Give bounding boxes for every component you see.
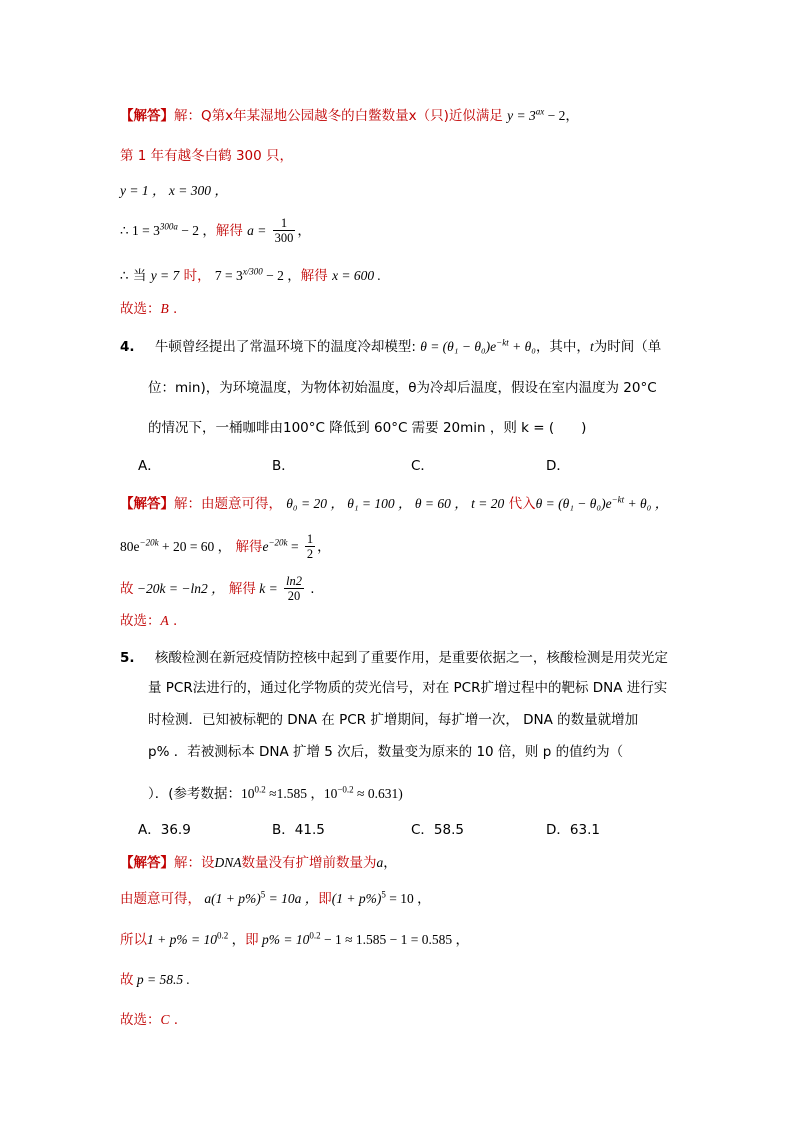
q4-line2: 位：min)，为环境温度，为物体初始温度，θ为冷却后温度，假设在室内温度为 20°C — [148, 380, 657, 396]
sol3-answer: 故选：B . — [120, 301, 178, 317]
sol3-line2: 第 1 年有越冬白鹤 300 只， — [120, 148, 294, 164]
q5-line5: ）．(参考数据：$10^{0.2} \approx 1.585$ ，$10^{-0.2} \approx 0.631$) — [148, 784, 403, 802]
fraction: $\frac{1}{2}$ — [306, 532, 314, 562]
q5-line1: 5. 核酸检测在新冠疫情防控核中起到了重要作用，是重要依据之一，核酸检测是用荧光定 — [120, 650, 668, 666]
fraction: $\frac{1}{300}$ — [274, 216, 294, 246]
sol5-line1: 【解答】解：设DNA数量没有扩增前数量为a， — [120, 855, 397, 871]
sol3-line4: ∴ $1 = 3^{300a} - 2$ ，解得 a = $\frac{1}{300}$ ， — [120, 216, 311, 246]
sol3-line3: y = 1 ， x = 300 ， — [120, 183, 228, 198]
q5-option-d: D．63.1 — [546, 822, 600, 838]
q5-option-b: B．41.5 — [272, 822, 325, 838]
sol4-answer: 故选：A . — [120, 613, 178, 629]
sol5-line4: 故 p = 58.5 . — [120, 972, 190, 988]
sol4-line3: 故 −20k = −ln2 ， 解得 k = $\frac{\ln 2}{20}$ . — [120, 574, 315, 604]
solution-tag: 【解答】 — [120, 855, 174, 871]
q5-line2: 量 PCR法进行的，通过化学物质的荧光信号，对在 PCR扩增过程中的靶标 DNA 进行实 — [148, 680, 668, 696]
sol3-line1: 【解答】解：Q第x年某湿地公园越冬的白鳖数量x（只)近似满足 $y = 3^{ax} - 2$， — [120, 106, 579, 124]
q4-option-d: D． — [546, 458, 570, 474]
q4-option-c: C． — [411, 458, 434, 474]
fraction: $\frac{\ln 2}{20}$ — [286, 574, 303, 604]
question-number: 5. — [120, 650, 135, 666]
sol5-answer: 故选：C . — [120, 1012, 179, 1028]
sol4-line2: $80e^{-20k} + 20 = 60$ ， 解得$e^{-20k}$ = $\frac{1}{2}$ ， — [120, 532, 331, 562]
q4-option-a: A． — [138, 458, 161, 474]
q4-line3: 的情况下，一桶咖啡由100°C 降低到 60°C 需要 20min ，则 k = ( ) — [148, 420, 587, 436]
q4-option-b: B． — [272, 458, 295, 474]
q4-line1: 4. 牛顿曾经提出了常温环境下的温度冷却模型: $\theta = (\theta_1 - \theta_0)e^{-kt} + \theta_0$，其中，t为时间（单 — [120, 337, 662, 355]
solution-tag: 【解答】 — [120, 496, 174, 512]
sol3-line5: ∴ 当 y = 7 时， $7 = 3^{x/300} - 2$ ，解得 x = 600 . — [120, 266, 381, 284]
sol5-line3: 所以$1 + p\% = 10^{0.2}$ ，即 $p\% = 10^{0.2} - 1 \approx 1.585 - 1 = 0.585$ ， — [120, 930, 469, 948]
q5-option-a: A．36.9 — [138, 822, 191, 838]
q5-option-c: C．58.5 — [411, 822, 464, 838]
q5-line4: p% ．若被测标本 DNA 扩增 5 次后，数量变为原来的 10 倍，则 p 的值约为（ — [148, 744, 624, 760]
sol4-line1: 【解答】解：由题意可得， θ₀ = 20 ， θ₁ = 100 ， θ = 60 ， t = 20 代入$\theta = (\theta_1 - \theta_0)e^{-kt} + \theta_0$ ， — [120, 494, 669, 512]
question-number: 4. — [120, 339, 135, 355]
solution-tag: 【解答】 — [120, 108, 174, 124]
sol5-line2: 由题意可得， $a(1 + p\%)^5 = 10a$ ，即$(1 + p\%)^5 = 10$ ， — [120, 889, 431, 907]
q5-line3: 时检测．已知被标靶的 DNA 在 PCR 扩增期间，每扩增一次， DNA 的数量就增加 — [148, 712, 639, 728]
